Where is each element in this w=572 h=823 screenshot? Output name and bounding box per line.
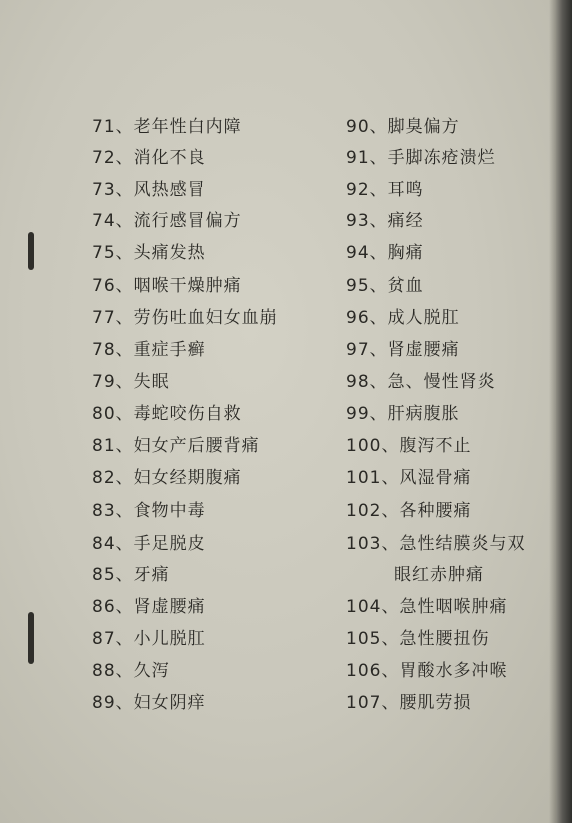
item-number: 71、 xyxy=(92,117,134,137)
item-number: 80、 xyxy=(92,404,134,424)
item-number: 98、 xyxy=(346,372,388,392)
item-number: 89、 xyxy=(92,693,134,713)
item-title: 急性结膜炎与双 xyxy=(399,534,526,554)
list-item xyxy=(92,564,170,586)
item-title: 急性腰扭伤 xyxy=(399,629,490,649)
item-title: 消化不良 xyxy=(133,148,206,168)
item-title: 风湿骨痛 xyxy=(399,468,472,488)
item-title: 毒蛇咬伤自救 xyxy=(133,404,242,424)
item-number: 102、 xyxy=(346,501,400,521)
item-title: 重症手癣 xyxy=(133,340,206,360)
list-item xyxy=(346,147,496,169)
item-number: 105、 xyxy=(346,629,400,649)
item-title: 妇女经期腹痛 xyxy=(133,468,242,488)
list-item xyxy=(346,660,507,682)
binding-mark-top xyxy=(28,232,34,270)
list-item xyxy=(346,210,424,232)
list-item xyxy=(92,596,206,618)
item-number: 101、 xyxy=(346,468,400,488)
item-number: 107、 xyxy=(346,693,400,713)
item-title-continuation: 眼红赤肿痛 xyxy=(394,565,484,585)
list-item xyxy=(92,533,206,555)
item-number: 92、 xyxy=(346,180,388,200)
item-title: 胸痛 xyxy=(387,243,424,263)
item-number: 83、 xyxy=(92,501,134,521)
list-item xyxy=(92,660,170,682)
item-title: 各种腰痛 xyxy=(399,501,472,521)
item-title: 腰肌劳损 xyxy=(399,693,472,713)
item-title: 胃酸水多冲喉 xyxy=(399,661,508,681)
item-title: 成人脱肛 xyxy=(387,308,460,328)
item-title: 牙痛 xyxy=(133,565,170,585)
item-title: 老年性白内障 xyxy=(133,117,242,137)
item-title: 流行感冒偏方 xyxy=(133,211,242,231)
item-number: 96、 xyxy=(346,308,388,328)
item-number: 103、 xyxy=(346,534,400,554)
list-item xyxy=(92,147,206,169)
item-number: 86、 xyxy=(92,597,134,617)
item-number: 74、 xyxy=(92,211,134,231)
item-title: 肾虚腰痛 xyxy=(387,340,460,360)
item-number: 104、 xyxy=(346,597,400,617)
item-title: 肝病腹胀 xyxy=(387,404,460,424)
item-title: 手脚冻疮溃烂 xyxy=(387,148,496,168)
item-number: 97、 xyxy=(346,340,388,360)
item-title: 脚臭偏方 xyxy=(387,117,460,137)
list-item xyxy=(92,467,242,489)
item-number: 106、 xyxy=(346,661,400,681)
list-item xyxy=(92,210,242,232)
list-item xyxy=(346,116,460,138)
item-title: 痛经 xyxy=(387,211,424,231)
list-item xyxy=(346,307,460,329)
item-title: 食物中毒 xyxy=(133,501,206,521)
item-title: 头痛发热 xyxy=(133,243,206,263)
item-number: 87、 xyxy=(92,629,134,649)
item-title: 耳鸣 xyxy=(387,180,424,200)
item-number: 82、 xyxy=(92,468,134,488)
page-edge xyxy=(556,0,572,823)
item-number: 73、 xyxy=(92,180,134,200)
list-item xyxy=(92,628,206,650)
list-item xyxy=(346,371,496,393)
list-item xyxy=(92,242,206,264)
list-item xyxy=(92,116,242,138)
item-number: 78、 xyxy=(92,340,134,360)
item-number: 93、 xyxy=(346,211,388,231)
item-number: 76、 xyxy=(92,276,134,296)
list-item xyxy=(346,435,471,457)
list-item xyxy=(92,371,170,393)
list-item xyxy=(346,179,424,201)
item-title: 失眠 xyxy=(133,372,170,392)
list-item xyxy=(346,692,471,714)
binding-mark-bottom xyxy=(28,612,34,664)
item-title: 急、慢性肾炎 xyxy=(387,372,496,392)
list-item xyxy=(92,692,206,714)
item-number: 94、 xyxy=(346,243,388,263)
item-title: 贫血 xyxy=(387,276,424,296)
list-item xyxy=(92,403,242,425)
item-title: 急性咽喉肿痛 xyxy=(399,597,508,617)
list-item xyxy=(92,500,206,522)
list-item xyxy=(92,179,206,201)
item-title: 肾虚腰痛 xyxy=(133,597,206,617)
list-item xyxy=(346,628,489,650)
item-title: 腹泻不止 xyxy=(399,436,472,456)
item-number: 95、 xyxy=(346,276,388,296)
item-number: 79、 xyxy=(92,372,134,392)
item-number: 72、 xyxy=(92,148,134,168)
item-title: 妇女产后腰背痛 xyxy=(133,436,260,456)
list-item xyxy=(346,533,525,555)
list-item xyxy=(346,467,471,489)
item-title: 妇女阴痒 xyxy=(133,693,206,713)
item-title: 风热感冒 xyxy=(133,180,206,200)
item-number: 99、 xyxy=(346,404,388,424)
list-item xyxy=(346,339,460,361)
list-item xyxy=(346,242,424,264)
item-number: 90、 xyxy=(346,117,388,137)
item-number: 85、 xyxy=(92,565,134,585)
item-title: 咽喉干燥肿痛 xyxy=(133,276,242,296)
list-item xyxy=(92,435,260,457)
item-title: 小儿脱肛 xyxy=(133,629,206,649)
item-number: 100、 xyxy=(346,436,400,456)
item-number: 84、 xyxy=(92,534,134,554)
item-number: 88、 xyxy=(92,661,134,681)
list-item xyxy=(346,596,507,618)
page-fold-shadow xyxy=(549,0,556,823)
list-item xyxy=(346,275,424,297)
list-item xyxy=(92,307,278,329)
item-number: 81、 xyxy=(92,436,134,456)
item-title: 劳伤吐血妇女血崩 xyxy=(133,308,278,328)
list-item xyxy=(346,403,460,425)
item-number: 77、 xyxy=(92,308,134,328)
list-item xyxy=(92,275,242,297)
item-title: 手足脱皮 xyxy=(133,534,206,554)
item-number: 91、 xyxy=(346,148,388,168)
list-item xyxy=(92,339,206,361)
item-title: 久泻 xyxy=(133,661,170,681)
item-number: 75、 xyxy=(92,243,134,263)
list-item xyxy=(346,500,471,522)
